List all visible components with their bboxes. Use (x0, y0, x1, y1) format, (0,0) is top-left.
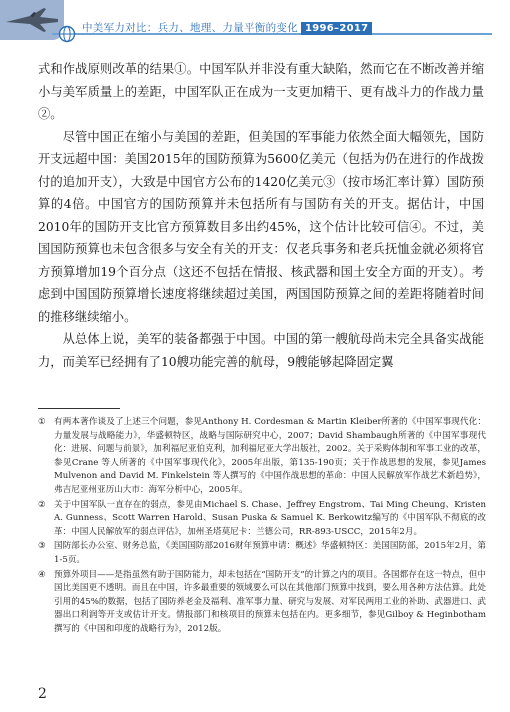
footnote (38, 569, 486, 637)
footnote-text: 关于中国军队一直存在的弱点，参见由Michael S. Chase、Jeffrey Engstrom、Tai Ming Cheung、Kristen A. Gunness、Scott Warren Harold、Susan Puska & Samuel K. Berkowitz编写的《中国军队不彻底的改革：中国人民解放军的弱点评估》，加州圣塔莫尼卡：兰德公司，RR-893-USCC，2015年2月。 (54, 499, 486, 537)
footnote (38, 499, 486, 540)
footnote-marker: ② (38, 499, 46, 510)
globe-icon (58, 25, 76, 43)
footnote-marker: ③ (38, 541, 46, 552)
footnote (38, 416, 486, 498)
footnote-separator (38, 408, 120, 409)
header-years-badge: 1996–2017 (301, 22, 372, 35)
running-header (0, 0, 510, 46)
paragraph: 从总体上说，美军的装备都强于中国。中国的第一艘航母尚未完全具备实战能力，而美军已经拥有了10艘功能完善的航母，9艘能够起降固定翼 (38, 332, 484, 369)
paragraph: 式和作战原则改革的结果①。中国军队并非没有重大缺陷，然而它在不断改善并缩小与美军质量上的差距，中国军队正在成为一支更加精干、更有战斗力的作战力量②。 (38, 62, 484, 121)
header-title-text: 中美军力对比：兵力、地理、力量平衡的变化 (82, 22, 298, 34)
page-number: 2 (38, 686, 47, 702)
footnote-marker: ④ (38, 569, 46, 580)
footnote-text: 预算外项目——是指虽然有助于国防能力，却未包括在“国防开支”的计算之内的项目。各国都存在这一特点，但中国比美国更不透明。而且在中国，许多最重要的领域要么可以在其他部门预算中找到，要么用各种方法估算。此处引用的45%的数据，包括了国防养老金及福利、准军事力量、研究与发展、对军民两用工业的补助、武器进口、武器出口利润等开支或估计开支。情报部门和核项目的预算未包括在内。更多细节，参见Gilboy & Heginbotham撰写的《中国和印度的战略行为》，2012版。 (54, 569, 486, 634)
paragraph: 尽管中国正在缩小与美国的差距，但美国的军事能力依然全面大幅领先，国防开支远超中国：美国2015年的国防预算为5600亿美元（包括为仍在进行的作战拨付的追加开支），大致是中国官方公布的1420亿美元③（按市场汇率计算）国防预算的4倍。中国官方的国防预算并未包括所有与国防有关的开支。据估计，中国2010年的国防开支比官方预算数目多出约45%，这个估计比较可信④。不过，美国国防预算也未包含很多与安全有关的开支：仅老兵事务和老兵抚恤金就必须将官方预算增加19个百分点（这还不包括在情报、核武器和国土安全方面的开支）。考虑到中国国防预算增长速度将继续超过美国，两国国防预算之间的差距将随着时间的推移继续缩小。 (38, 129, 484, 324)
body-text (38, 58, 484, 373)
header-title (82, 20, 372, 35)
footnotes (38, 416, 486, 638)
footnote-text: 有两本著作谈及了上述三个问题，参见Anthony H. Cordesman & Martin Kleiber所著的《中国军事现代化：力量发展与战略能力》，华盛顿特区，战略与国际研究中心，2007；David Shambaugh所著的《中国军事现代化：进展、问题与前景》，加利福尼亚伯克利，加利福尼亚大学出版社，2002。关于采购体制和军事工业的改革，参见Crane 等人所著的《中国军事现代化》，2005年出版，第135-190页；关于作战思想的发展，参见James Mulvenon and David M. Finkelstein 等人撰写的《中国作战思想的革命：中国人民解放军作战艺术新趋势》，弗吉尼亚州亚历山大市：海军分析中心，2005年。 (54, 417, 486, 495)
footnote-text: 国防部长办公室、财务总监，《美国国防部2016财年预算申请：概述》华盛顿特区：美国国防部，2015年2月，第1-5页。 (54, 541, 486, 565)
footnote-marker: ① (38, 417, 46, 427)
footnote (38, 540, 486, 567)
